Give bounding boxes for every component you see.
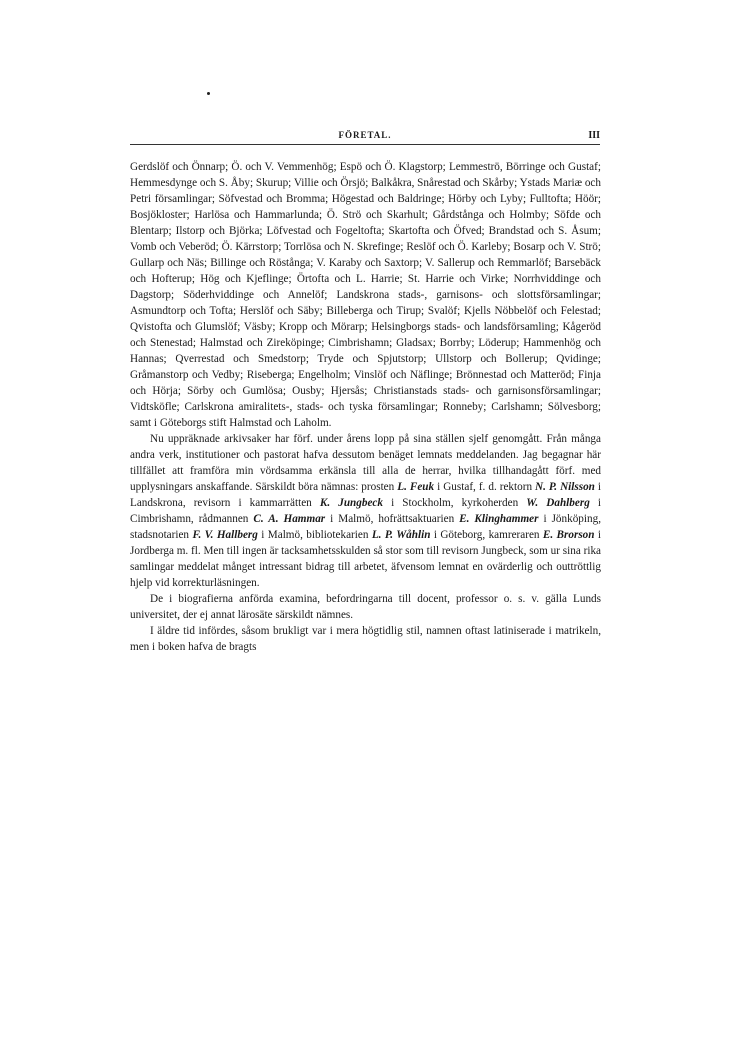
person-name: K. Jungbeck [319,497,383,509]
text-run: Nu uppräknade arkivsaker har förf. under årens lopp på sina ställen sjelf genomgått. Från många andra verk, institutioner och pastorat hafva dessutom benäget lemnats meddelanden. Jag begagnar här tillfället att framföra min vördsamma erkänsla till alla de herrar, hvilka tillhandagått förf. med upplysningars anskaffande. Särskildt böra nämnas: prosten [130,433,601,493]
person-name: E. Brorson [542,529,595,541]
header-title: FÖRETAL. [338,130,392,140]
text-run: De i biografierna anförda examina, befordringarna till docent, professor o. s. v. gälla Lunds universitet, der ej annat lärosäte särskildt nämnes. [130,593,601,621]
body-text [130,159,601,655]
person-name: F. V. Hallberg [192,529,258,541]
text-run: i Gustaf, f. d. rektorn [434,481,536,493]
text-run: i Jönköping, stadsnotarien [130,513,601,541]
text-run: i Stockholm, kyrkoherden [382,497,527,509]
person-name: N. P. Nilsson [535,481,595,493]
text-run: i Göteborg, kamreraren [430,529,543,541]
person-name: L. P. Wåhlin [371,529,431,541]
person-name: E. Klinghammer [459,513,539,525]
person-name: L. Feuk [397,481,435,493]
paragraph [130,159,601,431]
page-number: III [588,130,600,141]
paragraph [130,591,601,623]
text-run: i Cimbrishamn, rådmannen [130,497,601,525]
running-header [130,130,600,148]
paragraph [130,431,601,591]
person-name: W. Dahlberg [526,497,590,509]
text-run: i Malmö, bibliotekarien [257,529,372,541]
text-run: i Malmö, hofrättsaktuarien [325,513,460,525]
person-name: C. A. Hammar [253,513,326,525]
paragraph [130,623,601,655]
text-run: i Landskrona, revisorn i kammarrätten [130,481,602,509]
text-run: Gerdslöf och Önnarp; Ö. och V. Vemmenhög; Espö och Ö. Klagstorp; Lemmeströ, Börringe och Gustaf; Hemmesdynge och S. Åby; Skurup; Villie och Örsjö; Balkåkra, Snårestad och Skårby; Ystads Mariæ och Petri församlingar; Söfvestad och Bromma; Högestad och Baldringe; Hörby och Lyby; Fulltofta; Höör; Bosjökloster; Harlösa och Hammarlunda; Ö. Strö och Skarhult; Gårdstånga och Holmby; Söfde och Blentarp; Ilstorp och Björka; Löfvestad och Fogeltofta; Skartofta och Öfved; Brandstad och S. Åsum; Vomb och Veberöd; Ö. Kärrstorp; Torrlösa och N. Skrefinge; Reslöf och Ö. Karleby; Bosarp och V. Strö; Gullarp och Näs; Billinge och Röstånga; V. Karaby och Saxtorp; V. Sallerup och Remmarlöf; Barsebäck och Hofterup; Hög och Kjeflinge; Örtofta och L. Harrie; St. Harrie och Virke; Norrhviddinge och Dagstorp; Söderhviddinge och Annelöf; Landskrona stads-, garnisons- och slottsförsamlingar; Asmundtorp och Tofta; Herslöf och Säby; Billeberga och Tirup; Svalöf; Kjells Nöbbelöf och Felestad; Qvistofta och Glumslöf; Väsby; Kropp och Mörarp; Helsingborgs stads- och landsförsamling; Kågeröd och Stenestad; Halmstad och Zireköpinge; Cimbrishamn; Gladsax; Borrby; Löderup; Hammenhög och Hannas; Qverrestad och Smedstorp; Tryde och Spjutstorp; Ullstorp och Bollerup; Qvidinge; Gråmanstorp och Vedby; Riseberga; Engelholm; Vinslöf och Näflinge; Brönnestad och Matteröd; Finja och Hörja; Sörby och Gumlösa; Ousby; Hjersås; Christianstads stads- och garnisonsförsamlingar; Vidtsköfle; Carlskrona amiralitets-, stads- och tyska församlingar; Ronneby; Carlshamn; Sölvesborg; samt i Göteborgs stift Halmstad och Laholm. [130,161,601,429]
text-run: i Jordberga m. fl. Men till ingen är tacksamhetsskulden så stor som till revisorn Jungbeck, som ur sina rika samlingar meddelat månget intressant bidrag till arbetet, äfvensom lemnat en ovärderlig och outtröttlig hjelp vid korrekturläsningen. [130,529,602,589]
text-run: I äldre tid infördes, såsom brukligt var i mera högtidlig stil, namnen oftast latiniserade i matrikeln, men i boken hafva de bragts [130,625,601,653]
ink-speck [207,92,210,95]
header-rule [130,144,600,145]
